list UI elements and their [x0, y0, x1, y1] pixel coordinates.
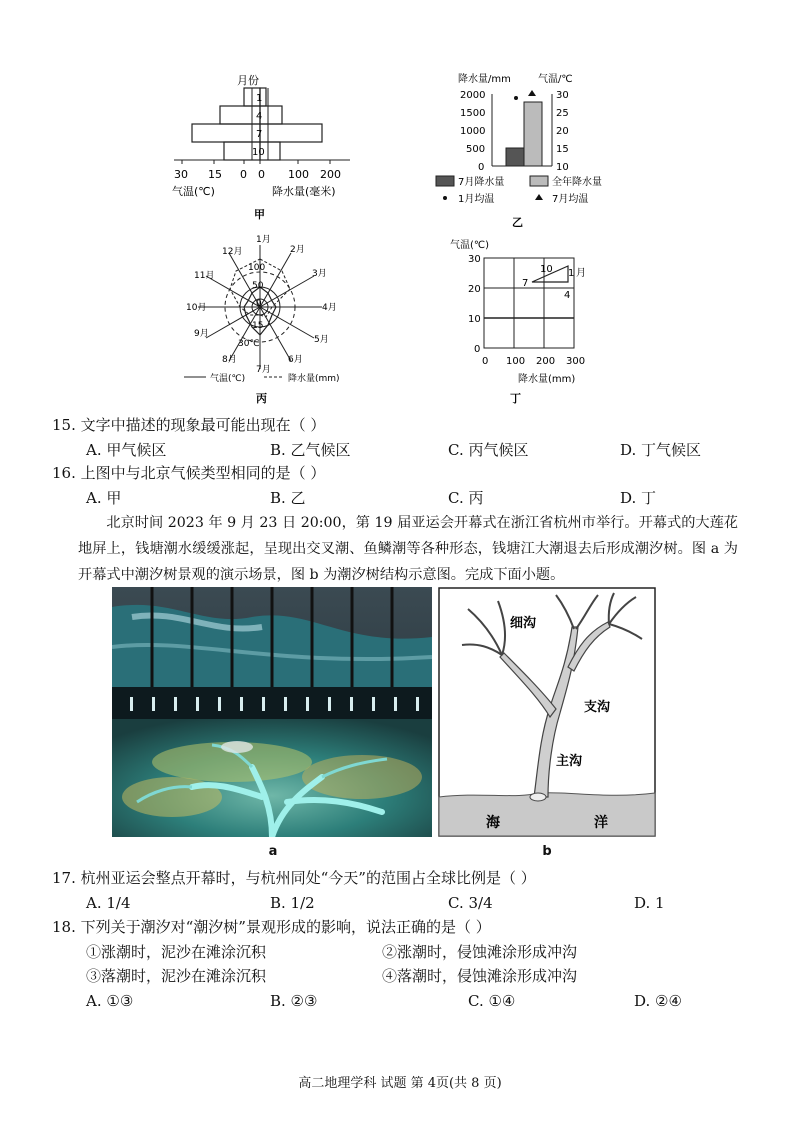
jia-month-10: 10	[252, 147, 265, 158]
yi-jul-temp-point	[528, 90, 536, 96]
bing-caption: 丙	[256, 392, 267, 405]
jia-month-7: 7	[256, 129, 263, 140]
bing-m10: 10月	[186, 303, 207, 313]
jia-month-1: 1	[256, 93, 263, 104]
passage-text: 北京时间 2023 年 9 月 23 日 20:00，第 19 届亚运会开幕式在浙江省杭州市举行。开幕式的大莲花地屏上，钱塘潮水缓缓涨起，呈现出交叉潮、鱼鳞潮等各种形态，钱塘江大潮退去后形成潮汐树。图 a 为开幕式中潮汐树景观的演示场景，图 b 为潮汐树结构示意图。完成下面小题。	[78, 515, 738, 583]
q17-option-c[interactable]: C. 3/4	[448, 894, 493, 912]
ding-y-0: 0	[474, 344, 481, 355]
q16-option-b[interactable]: B. 乙	[270, 489, 306, 507]
bing-m9: 9月	[194, 329, 209, 339]
chart-bing	[180, 232, 360, 407]
yi-yr-25: 25	[556, 108, 569, 119]
yi-yl-500: 500	[466, 144, 486, 155]
ding-x-300: 300	[566, 356, 586, 367]
ding-x-label: 降水量(mm)	[518, 374, 576, 385]
bing-ring-15: 15	[252, 321, 264, 331]
figure-b-caption: b	[542, 844, 552, 859]
yi-y-right-title: 气温/℃	[538, 74, 573, 85]
ding-y-30: 30	[468, 254, 481, 265]
ding-y-title: 气温(℃)	[450, 240, 490, 251]
jia-tick-15: 15	[208, 168, 222, 181]
q18-statement-2: ②涨潮时，侵蚀滩涂形成冲沟	[382, 943, 578, 961]
q16-option-d[interactable]: D. 丁	[620, 489, 657, 507]
jia-tick-0-left: 0	[240, 168, 247, 181]
ding-pt-month-suffix: 月	[576, 268, 586, 279]
yi-legend-jan-temp: 1月均温	[458, 194, 495, 205]
yi-yr-15: 15	[556, 144, 569, 155]
bing-m11: 11月	[194, 271, 215, 281]
bing-legend-precip: 降水量(mm)	[288, 374, 340, 384]
q17-option-d[interactable]: D. 1	[634, 894, 665, 912]
bing-m3: 3月	[312, 269, 327, 279]
yi-jan-temp-point	[514, 96, 518, 100]
q15-option-a[interactable]: A. 甲气候区	[86, 441, 167, 459]
bing-m1: 1月	[256, 235, 271, 245]
yi-yl-0: 0	[478, 162, 485, 173]
q18-option-d[interactable]: D. ②④	[634, 992, 682, 1010]
ding-y-10: 10	[468, 314, 481, 325]
fig-b-label-branch-gully: 支沟	[584, 700, 611, 715]
bing-m5: 5月	[314, 335, 329, 345]
chart-yi	[430, 70, 630, 230]
q16-option-a[interactable]: A. 甲	[86, 489, 122, 507]
q18-option-a[interactable]: A. ①③	[86, 992, 134, 1010]
fig-b-label-ocean: 洋	[594, 815, 608, 831]
ding-x-0: 0	[482, 356, 489, 367]
yi-yl-2000: 2000	[460, 90, 486, 101]
yi-yl-1500: 1500	[460, 108, 486, 119]
jia-tick-100: 100	[288, 168, 309, 181]
yi-yr-30: 30	[556, 90, 569, 101]
q18-statement-4: ④落潮时，侵蚀滩涂形成冲沟	[382, 967, 578, 985]
jia-tick-30: 30	[174, 168, 188, 181]
chart-ding	[440, 236, 610, 406]
figure-a-caption: a	[268, 844, 278, 859]
q17-stem: 17. 杭州亚运会整点开幕时，与杭州同处“今天”的范围占全球比例是（ ）	[52, 869, 536, 887]
ding-pt-7: 7	[522, 278, 529, 289]
jia-row-7-precip	[260, 124, 322, 142]
jia-xlabel-temp: 气温(℃)	[172, 185, 215, 198]
jia-month-4: 4	[256, 111, 263, 122]
jia-xlabel-precip: 降水量(毫米)	[272, 185, 336, 198]
jia-row-4-precip	[260, 106, 282, 124]
bing-m8: 8月	[222, 355, 237, 365]
bing-ring-30: 30℃	[238, 339, 260, 349]
yi-july-precip-bar	[506, 148, 524, 166]
ding-x-100: 100	[506, 356, 526, 367]
yi-yr-20: 20	[556, 126, 569, 137]
figure-b-tidal-tree-diagram	[438, 587, 656, 837]
yi-annual-precip-bar	[524, 102, 542, 166]
bing-ring-100: 100	[248, 263, 266, 273]
fig-b-label-main-gully: 主沟	[556, 754, 583, 769]
jia-tick-0-right: 0	[258, 168, 265, 181]
ding-pt-10: 10	[540, 264, 553, 275]
q15-stem: 15. 文字中描述的现象最可能出现在（ ）	[52, 416, 326, 434]
bing-m6: 6月	[288, 355, 303, 365]
bing-m4: 4月	[322, 303, 337, 313]
q18-statement-1: ①涨潮时，泥沙在滩涂沉积	[86, 943, 267, 961]
q15-option-b[interactable]: B. 乙气候区	[270, 441, 351, 459]
q17-option-b[interactable]: B. 1/2	[270, 894, 315, 912]
q17-option-a[interactable]: A. 1/4	[86, 894, 131, 912]
fig-b-label-sea: 海	[486, 815, 500, 831]
bing-m12: 12月	[222, 247, 243, 257]
yi-legend-july-precip: 7月降水量	[458, 177, 505, 188]
yi-yl-1000: 1000	[460, 126, 486, 137]
q15-option-d[interactable]: D. 丁气候区	[620, 441, 702, 459]
jia-row-7-temp	[192, 124, 263, 142]
q18-option-c[interactable]: C. ①④	[468, 992, 516, 1010]
ding-caption: 丁	[510, 392, 521, 405]
fig-b-label-fine-gully: 细沟	[510, 616, 537, 631]
q16-stem: 16. 上图中与北京气候类型相同的是（ ）	[52, 464, 326, 482]
jia-caption: 甲	[254, 208, 265, 220]
bing-m2: 2月	[290, 245, 305, 255]
q18-statement-3: ③落潮时，泥沙在滩涂沉积	[86, 967, 267, 985]
bing-ring-0: 0	[256, 299, 262, 309]
q18-stem: 18. 下列关于潮汐对“潮汐树”景观形成的影响，说法正确的是（ ）	[52, 918, 491, 936]
yi-y-left-title: 降水量/mm	[458, 74, 511, 85]
ding-pt-1: 1	[568, 268, 575, 279]
jia-tick-200: 200	[320, 168, 341, 181]
chart-jia	[160, 70, 360, 220]
q18-option-b[interactable]: B. ②③	[270, 992, 318, 1010]
yi-caption: 乙	[512, 216, 523, 229]
q15-option-c[interactable]: C. 丙气候区	[448, 441, 529, 459]
ding-pt-4: 4	[564, 290, 571, 301]
bing-ring-50: 50	[252, 281, 264, 291]
bing-legend-temp: 气温(℃)	[210, 374, 246, 384]
ding-x-200: 200	[536, 356, 556, 367]
jia-row-4-temp	[220, 106, 263, 124]
yi-legend-jul-temp: 7月均温	[552, 194, 589, 205]
q16-option-c[interactable]: C. 丙	[448, 489, 484, 507]
figure-a-tidal-tree-scene	[112, 587, 432, 837]
jia-y-title: 月份	[237, 74, 259, 87]
ding-y-20: 20	[468, 284, 481, 295]
bing-m7: 7月	[256, 365, 271, 375]
yi-yr-10: 10	[556, 162, 569, 173]
page-footer: 高二地理学科 试题 第 4页(共 8 页)	[298, 1076, 502, 1091]
yi-legend-annual-precip: 全年降水量	[552, 177, 602, 188]
